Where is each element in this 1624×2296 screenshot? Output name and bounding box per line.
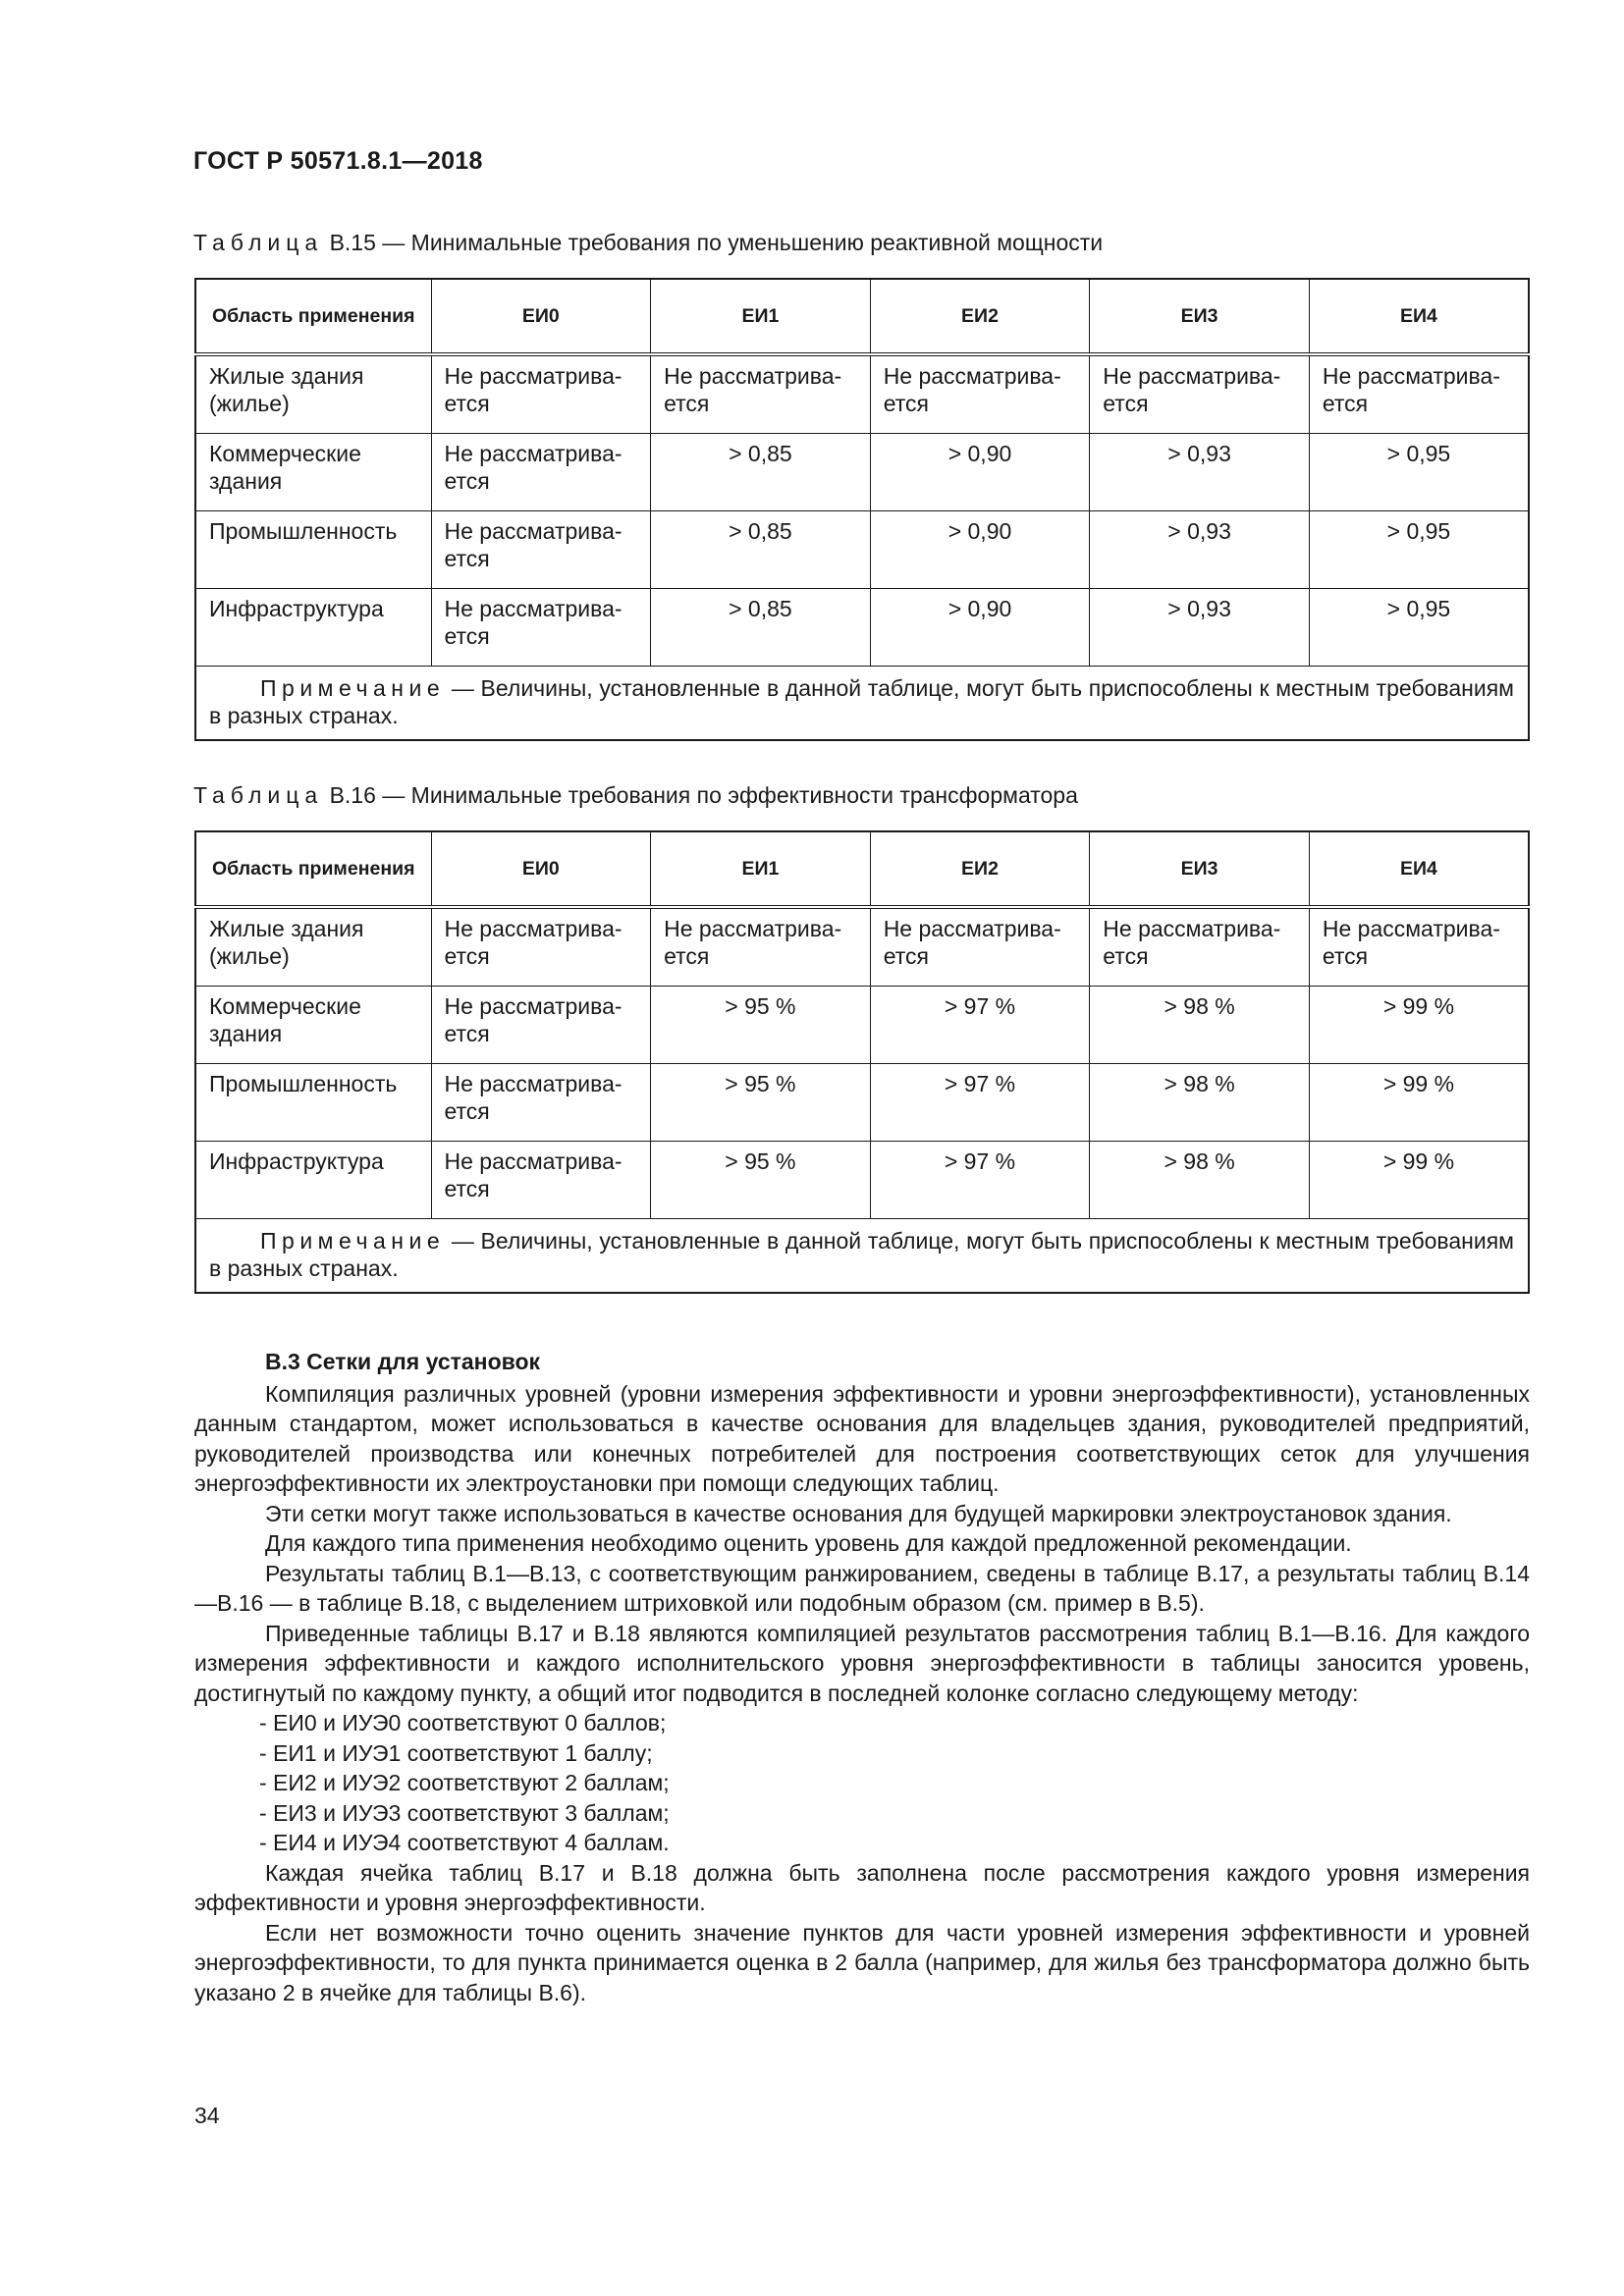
- table-cell: > 0,95: [1309, 589, 1529, 667]
- column-header-ei1: ЕИ1: [651, 831, 871, 907]
- table-caption-label: Таблица: [193, 782, 324, 808]
- table-cell: > 0,95: [1309, 511, 1529, 589]
- table-cell: > 0,85: [651, 511, 871, 589]
- table-note: [195, 667, 1529, 741]
- section-heading: В.3 Сетки для установок: [265, 1349, 541, 1374]
- table-cell: > 0,90: [870, 511, 1090, 589]
- table-caption-b16: [193, 782, 1078, 809]
- table-row: [195, 987, 1529, 1064]
- table-cell: > 99 %: [1309, 987, 1529, 1064]
- table-cell: Не рассматрива-ется: [431, 1142, 651, 1219]
- row-label-cell: Промышленность: [195, 511, 431, 589]
- table-note-row: [195, 1219, 1529, 1294]
- table-row: [195, 354, 1529, 434]
- list-item: - ЕИ3 и ИУЭ3 соответствуют 3 баллам;: [259, 1799, 670, 1826]
- table-cell: > 0,85: [651, 589, 871, 667]
- page-number: 34: [194, 2103, 220, 2128]
- column-header-ei0: ЕИ0: [431, 831, 651, 907]
- table-cell: Не рассматрива-ется: [651, 907, 871, 987]
- list-item: - ЕИ2 и ИУЭ2 соответствуют 2 баллам;: [259, 1770, 670, 1795]
- table-cell: > 0,95: [1309, 434, 1529, 511]
- note-label: Примечание: [260, 1228, 446, 1254]
- table-row: [195, 511, 1529, 589]
- table-cell: > 98 %: [1090, 1142, 1310, 1219]
- table-cell: Не рассматрива-ется: [1309, 907, 1529, 987]
- note-text: — Величины, установленные в данной таблице, могут быть приспособлены к местным требованиям в разных странах.: [209, 1228, 1514, 1281]
- column-header-ei1: ЕИ1: [651, 279, 871, 354]
- table-cell: > 97 %: [870, 987, 1090, 1064]
- table-cell: > 0,93: [1090, 434, 1310, 511]
- table-row: [195, 1064, 1529, 1142]
- table-cell: Не рассматрива-ется: [431, 434, 651, 511]
- paragraph: Результаты таблиц В.1—В.13, с соответствующим ранжированием, сведены в таблице В.17, а результаты таблиц В.14—В.16 — в таблице В.18, с выделением штриховкой или подобным образом (см. пример в В.5).: [194, 1560, 1530, 1616]
- table-cell: > 99 %: [1309, 1064, 1529, 1142]
- column-header-area: Область применения: [195, 279, 431, 354]
- table-b16: [194, 830, 1530, 1294]
- table-cell: Не рассматрива-ется: [431, 907, 651, 987]
- table-cell: > 0,93: [1090, 589, 1310, 667]
- row-label-cell: Коммерческие здания: [195, 987, 431, 1064]
- table-cell: > 95 %: [651, 987, 871, 1064]
- row-label-cell: Жилые здания (жилье): [195, 354, 431, 434]
- table-caption-label: Таблица: [193, 230, 324, 255]
- paragraph: Приведенные таблицы В.17 и В.18 являются компиляцией результатов рассмотрения таблиц В.1—В.16. Для каждого измерения эффективности и каждого исполнительского уровня энергоэффективности в таблицы заносится уровень, достигнутый по каждому пункту, а общий итог подводится в последней колонке согласно следующему методу:: [194, 1620, 1530, 1706]
- table-cell: > 0,90: [870, 589, 1090, 667]
- paragraph: Компиляция различных уровней (уровни измерения эффективности и уровни энергоэффективности), установленных данным стандартом, может использоваться в качестве основания для владельцев здания, руководителей предприятий, руководителей производства или конечных потребителей для построения соответствующих сеток для улучшения энергоэффективности их электроустановки при помощи следующих таблиц.: [194, 1380, 1530, 1496]
- table-note: [195, 1219, 1529, 1294]
- table-cell: > 97 %: [870, 1064, 1090, 1142]
- table-caption-text: В.15 — Минимальные требования по уменьшению реактивной мощности: [329, 230, 1104, 255]
- section-b3: [194, 1347, 1530, 2007]
- table-caption-text: В.16 — Минимальные требования по эффективности трансформатора: [329, 782, 1078, 808]
- column-header-ei3: ЕИ3: [1090, 831, 1310, 907]
- table-cell: > 0,85: [651, 434, 871, 511]
- table-cell: > 97 %: [870, 1142, 1090, 1219]
- document-header: ГОСТ Р 50571.8.1—2018: [193, 147, 483, 175]
- table-cell: Не рассматрива-ется: [431, 354, 651, 434]
- list-item: - ЕИ4 и ИУЭ4 соответствуют 4 баллам.: [259, 1830, 670, 1855]
- table-row: [195, 1142, 1529, 1219]
- table-cell: Не рассматрива-ется: [870, 907, 1090, 987]
- table-cell: Не рассматрива-ется: [1090, 907, 1310, 987]
- column-header-ei3: ЕИ3: [1090, 279, 1310, 354]
- paragraph: Каждая ячейка таблиц В.17 и В.18 должна быть заполнена после рассмотрения каждого уровня измерения эффективности и уровня энергоэффективности.: [194, 1859, 1530, 1915]
- table-cell: Не рассматрива-ется: [431, 511, 651, 589]
- table-cell: Не рассматрива-ется: [431, 987, 651, 1064]
- table-cell: > 98 %: [1090, 987, 1310, 1064]
- list-item: - ЕИ1 и ИУЭ1 соответствуют 1 баллу;: [259, 1739, 653, 1766]
- table-cell: Не рассматрива-ется: [431, 1064, 651, 1142]
- table-caption-b15: [193, 230, 1103, 256]
- column-header-ei4: ЕИ4: [1309, 831, 1529, 907]
- paragraph: Если нет возможности точно оценить значение пунктов для части уровней измерения эффективности и уровней энергоэффективности, то для пункта принимается оценка в 2 балла (например, для жилья без трансформатора должно быть указано 2 в ячейке для таблицы В.6).: [194, 1919, 1530, 2005]
- table-cell: > 98 %: [1090, 1064, 1310, 1142]
- column-header-ei0: ЕИ0: [431, 279, 651, 354]
- column-header-ei2: ЕИ2: [870, 831, 1090, 907]
- paragraph: Для каждого типа применения необходимо оценить уровень для каждой предложенной рекомендации.: [265, 1530, 1352, 1556]
- table-row: [195, 589, 1529, 667]
- row-label-cell: Жилые здания (жилье): [195, 907, 431, 987]
- table-cell: > 95 %: [651, 1064, 871, 1142]
- table-row: [195, 907, 1529, 987]
- paragraph: Эти сетки могут также использоваться в качестве основания для будущей маркировки электроустановок здания.: [265, 1500, 1452, 1526]
- table-cell: Не рассматрива-ется: [870, 354, 1090, 434]
- row-label-cell: Промышленность: [195, 1064, 431, 1142]
- row-label-cell: Инфраструктура: [195, 589, 431, 667]
- row-label-cell: Инфраструктура: [195, 1142, 431, 1219]
- table-cell: Не рассматрива-ется: [431, 589, 651, 667]
- note-text: — Величины, установленные в данной таблице, могут быть приспособлены к местным требованиям в разных странах.: [209, 675, 1514, 728]
- table-note-row: [195, 667, 1529, 741]
- column-header-ei2: ЕИ2: [870, 279, 1090, 354]
- row-label-cell: Коммерческие здания: [195, 434, 431, 511]
- column-header-ei4: ЕИ4: [1309, 279, 1529, 354]
- note-label: Примечание: [260, 675, 446, 701]
- list-item: - ЕИ0 и ИУЭ0 соответствуют 0 баллов;: [259, 1710, 667, 1735]
- table-cell: Не рассматрива-ется: [1309, 354, 1529, 434]
- table-b15: [194, 278, 1530, 741]
- table-cell: > 0,93: [1090, 511, 1310, 589]
- column-header-area: Область применения: [195, 831, 431, 907]
- table-cell: Не рассматрива-ется: [1090, 354, 1310, 434]
- table-row: [195, 434, 1529, 511]
- table-cell: > 99 %: [1309, 1142, 1529, 1219]
- table-cell: > 0,90: [870, 434, 1090, 511]
- table-cell: Не рассматрива-ется: [651, 354, 871, 434]
- table-cell: > 95 %: [651, 1142, 871, 1219]
